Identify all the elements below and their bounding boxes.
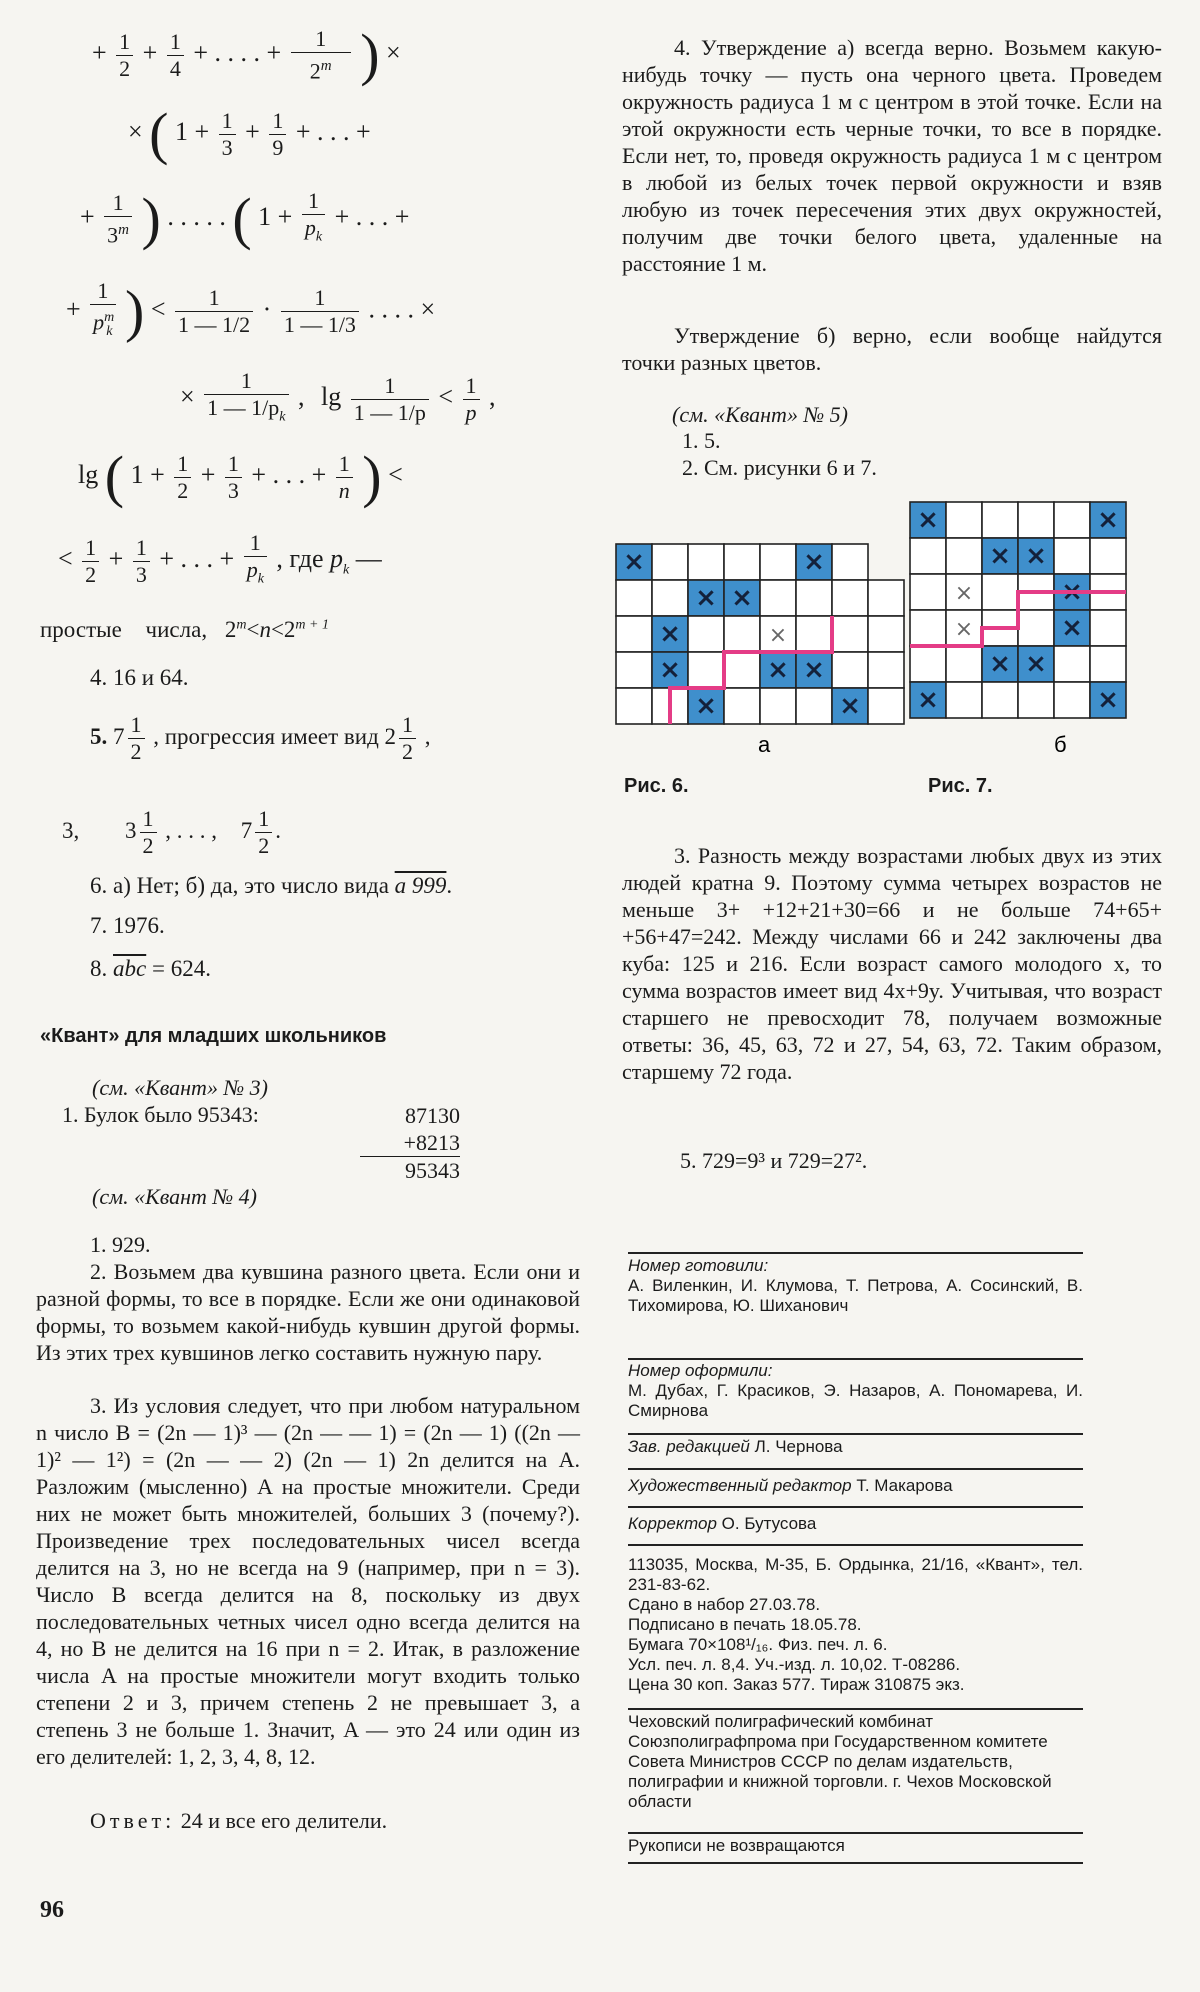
credits-printer: Чеховский полиграфический комбинат Союзполиграфпрома при Государственном комитете Совета Министров СССР по делам издательств, полиграфии и книжной торговли. г. Чехов Московской области bbox=[628, 1712, 1052, 1811]
credits-rule bbox=[628, 1468, 1083, 1470]
credits-prep: Номер готовили: А. Виленкин, И. Клумова, Т. Петрова, А. Сосинский, В. Тихомирова, Ю. Шиханович bbox=[628, 1256, 1083, 1315]
answer-b1: 1. 929. bbox=[90, 1232, 151, 1257]
cell bbox=[616, 652, 652, 688]
cell bbox=[946, 646, 982, 682]
cell bbox=[724, 616, 760, 652]
credits-manuscripts: Рукописи не возвращаются bbox=[628, 1836, 845, 1855]
credits-rule bbox=[628, 1544, 1083, 1546]
cross-mark: × bbox=[1061, 613, 1083, 643]
cross-mark: × bbox=[1097, 505, 1119, 535]
cross-mark: × bbox=[1097, 685, 1119, 715]
cross-mark: × bbox=[954, 581, 974, 606]
cross-mark: × bbox=[839, 691, 861, 721]
cell bbox=[616, 688, 652, 724]
cross-mark: × bbox=[767, 655, 789, 685]
cell bbox=[796, 616, 832, 652]
credits-rule bbox=[628, 1708, 1083, 1710]
cross-mark: × bbox=[803, 655, 825, 685]
source-ref-3: (см. «Квант» № 3) bbox=[92, 1075, 269, 1100]
cell bbox=[760, 688, 796, 724]
credits-art: Художественный редактор Т. Макарова bbox=[628, 1476, 953, 1495]
cell bbox=[946, 502, 982, 538]
cell bbox=[832, 580, 868, 616]
cross-mark: × bbox=[768, 623, 788, 648]
answer-5: 5. 7 $\frac{1}{2}$ , прогрессия имеет вид 2 $\frac{1}{2}$ , bbox=[90, 712, 431, 764]
right-answer-4: 4. Утверждение а) всегда верно. Возьмем какую-нибудь точку — пусть она черного цвета. Проведем окружность радиуса 1 м с центром в этой точке. Если на этой окружности есть черные точки, то все в порядке. Если нет, то, проведя окружность радиуса 1 м с центром в любой из белых точек первой окружности и взяв любую из точек пересечения этих двух окружностей, получим две точки белого цвета, удаленные на расстояние 1 м. bbox=[622, 35, 1162, 276]
credits-rule bbox=[628, 1832, 1083, 1834]
cell bbox=[832, 652, 868, 688]
addition: 87130 +8213 95343 bbox=[360, 1102, 460, 1184]
cell bbox=[688, 616, 724, 652]
credits-rule bbox=[628, 1358, 1083, 1360]
answer-5-progression: 3, 3 $\frac{1}{2}$ , . . . , 7 $\frac{1}{2}$ . bbox=[62, 806, 281, 858]
cell bbox=[1018, 682, 1054, 718]
cell bbox=[1090, 646, 1126, 682]
cross-mark: × bbox=[954, 617, 974, 642]
primes-line: простые числа, $2^m<n<2^{m + 1}$ bbox=[40, 617, 329, 642]
cell bbox=[796, 688, 832, 724]
cell bbox=[1090, 538, 1126, 574]
answer-6: 6. а) Нет; б) да, это число вида a 999. bbox=[90, 873, 453, 898]
answer-4: 4. 16 и 64. bbox=[90, 665, 189, 690]
cell bbox=[796, 580, 832, 616]
cell bbox=[652, 544, 688, 580]
cell bbox=[652, 580, 688, 616]
credits-corrector: Корректор О. Бутусова bbox=[628, 1514, 817, 1533]
fig6-caption: Рис. 6. bbox=[624, 775, 689, 797]
cross-mark: × bbox=[917, 685, 939, 715]
cross-mark: × bbox=[803, 547, 825, 577]
cross-mark: × bbox=[1061, 577, 1083, 607]
answer-8: 8. $\overline{abc} = 624$. bbox=[90, 956, 211, 981]
source-ref-4: (см. «Квант № 4) bbox=[92, 1184, 258, 1209]
cell bbox=[982, 682, 1018, 718]
cross-mark: × bbox=[731, 583, 753, 613]
cell bbox=[946, 682, 982, 718]
credits-rule bbox=[628, 1433, 1083, 1435]
r5-1: 1. 5. bbox=[682, 428, 721, 453]
cell bbox=[868, 616, 904, 652]
page-number: 96 bbox=[40, 1897, 64, 1923]
answer-7: 7. 1976. bbox=[90, 913, 165, 938]
formula-line-5: × $\frac{1}{1 — 1/p_k}$ , lg $\frac{1}{1 — 1/p}$ < $\frac{1}{p}$ , bbox=[180, 368, 496, 425]
cell bbox=[1018, 502, 1054, 538]
source-ref-5: (см. «Квант» № 5) bbox=[672, 402, 849, 427]
right-answer-4b: Утверждение б) верно, если вообще найдутся точки разных цветов. bbox=[622, 323, 1162, 375]
cross-mark: × bbox=[1025, 649, 1047, 679]
formula-line-2: × ( 1 + $\frac{1}{3}$ + $\frac{1}{9}$ + . . . + bbox=[128, 101, 371, 166]
cell bbox=[832, 544, 868, 580]
cell bbox=[982, 574, 1018, 610]
cross-mark: × bbox=[695, 583, 717, 613]
cell bbox=[910, 610, 946, 646]
right-answer-5: 5. 729=9³ и 729=27². bbox=[680, 1148, 868, 1173]
cell bbox=[724, 544, 760, 580]
cell bbox=[910, 646, 946, 682]
fig7-caption: Рис. 7. bbox=[928, 775, 993, 797]
r5-2: 2. См. рисунки 6 и 7. bbox=[682, 455, 877, 480]
answer-b2: 2. Возьмем два кувшина разного цвета. Если они и разной формы, то все в порядке. Если же они одинаковой формы, то возьмем какой-нибудь кувшин другой формы. Из этих трех кувшинов легко составить нужную пару. bbox=[36, 1259, 580, 1365]
cell bbox=[1090, 610, 1126, 646]
credits-rule bbox=[628, 1862, 1083, 1864]
grid-figures bbox=[610, 500, 1180, 820]
cross-mark: × bbox=[989, 649, 1011, 679]
cell bbox=[946, 538, 982, 574]
grid-b bbox=[910, 502, 1126, 718]
cell bbox=[1054, 682, 1090, 718]
cell bbox=[616, 616, 652, 652]
fig-a-label: а bbox=[758, 732, 771, 757]
cell bbox=[910, 574, 946, 610]
cell bbox=[868, 688, 904, 724]
formula-line-1: + $\frac{1}{2}$ + $\frac{1}{4}$ + . . . . + $\frac{1}{2^m}$ ) × bbox=[92, 22, 401, 88]
cell bbox=[1054, 502, 1090, 538]
fig-b-label: б bbox=[1054, 732, 1067, 757]
formula-line-7: < $\frac{1}{2}$ + $\frac{1}{3}$ + . . . + $\frac{1}{p_k}$ , где $p_k$ — bbox=[58, 530, 382, 587]
answer-b3: 3. Из условия следует, что при любом натуральном n число B = (2n — 1)³ — (2n — — 1) = (2n — 1) ((2n — 1)² — 1²) = (2n — — 2) (2n — 1) 2n делится на A. Разложим (мысленно) A на простые множители. Среди них не может быть множителей, больших 3 (почему?). Произведение трех последовательных чисел всегда делится на 3, но не всегда на 9 (например, при n = 3). Число B всегда делится на 8, поскольку из двух последовательных четных чисел одно всегда делится на 4, но B не делится на 16 при n = 2. Итак, в разложение числа A на простые множители могут входить только степени 2 и 3, причем степень 2 не превышает 3, а степень 3 не больше 1. Значит, A — это 24 или один из его делителей: 1, 2, 3, 4, 8, 12. bbox=[36, 1393, 580, 1769]
cell bbox=[616, 580, 652, 616]
cell bbox=[1054, 538, 1090, 574]
cell bbox=[760, 544, 796, 580]
credits-imprint: 113035, Москва, М-35, Б. Ордынка, 21/16, «Квант», тел. 231-83-62. Сдано в набор 27.03.78. Подписано в печать 18.05.78. Бумага 70×108¹/₁₆. Физ. печ. л. 6. Усл. печ. л. 8,4. Уч.-изд. л. 10,02. Т-08286. Цена 30 коп. Заказ 577. Тираж 310875 экз. bbox=[628, 1555, 1083, 1694]
bulok-answer: 1. Булок было 95343: bbox=[62, 1102, 259, 1127]
cell bbox=[832, 616, 868, 652]
cross-mark: × bbox=[659, 619, 681, 649]
cross-mark: × bbox=[659, 655, 681, 685]
cell bbox=[724, 688, 760, 724]
credits-head: Зав. редакцией Л. Чернова bbox=[628, 1437, 843, 1456]
formula-line-6: lg ( 1 + $\frac{1}{2}$ + $\frac{1}{3}$ + . . . + $\frac{1}{n}$ ) < bbox=[78, 444, 403, 509]
cell bbox=[868, 652, 904, 688]
cross-mark: × bbox=[695, 691, 717, 721]
cell bbox=[868, 580, 904, 616]
cell bbox=[1054, 646, 1090, 682]
cell bbox=[688, 652, 724, 688]
answer-b3-final: Ответ: 24 и все его делители. bbox=[90, 1808, 388, 1833]
cell bbox=[724, 652, 760, 688]
cell bbox=[760, 580, 796, 616]
cross-mark: × bbox=[989, 541, 1011, 571]
cell bbox=[982, 502, 1018, 538]
cell bbox=[688, 544, 724, 580]
credits-rule bbox=[628, 1252, 1083, 1254]
cross-mark: × bbox=[1025, 541, 1047, 571]
cross-mark: × bbox=[917, 505, 939, 535]
formula-line-4: + $\frac{1}{p^m_k}$ ) < $\frac{1}{1 — 1/2}$ · $\frac{1}{1 — 1/3}$ . . . . × bbox=[66, 278, 436, 344]
right-answer-3: 3. Разность между возрастами любых двух из этих людей кратна 9. Поэтому сумма четырех возрастов не меньше 3+ +12+21+30=66 и не больше 74+65+ +56+47=242. Между числами 66 и 242 заключены два куба: 125 и 216. Если возраст самого молодого x, то сумма возрастов имеет вид 4x+9y. Учитывая, что возраст старшего не превосходит 78, получаем возможные ответы: 36, 45, 63, 72 и 27, 54, 63, 72. Таким образом, старшему 72 года. bbox=[622, 843, 1162, 1084]
cross-mark: × bbox=[623, 547, 645, 577]
formula-line-3: + $\frac{1}{3^m}$ ) . . . . . ( 1 + $\frac{1}{p_k}$ + . . . + bbox=[80, 186, 410, 252]
cell bbox=[1018, 610, 1054, 646]
grid-a bbox=[616, 544, 904, 724]
cell bbox=[910, 538, 946, 574]
credits-design: Номер оформили: М. Дубах, Г. Красиков, Э. Назаров, А. Пономарева, И. Смирнова bbox=[628, 1361, 1083, 1420]
section-title: «Квант» для младших школьников bbox=[40, 1025, 387, 1047]
credits-rule bbox=[628, 1506, 1083, 1508]
